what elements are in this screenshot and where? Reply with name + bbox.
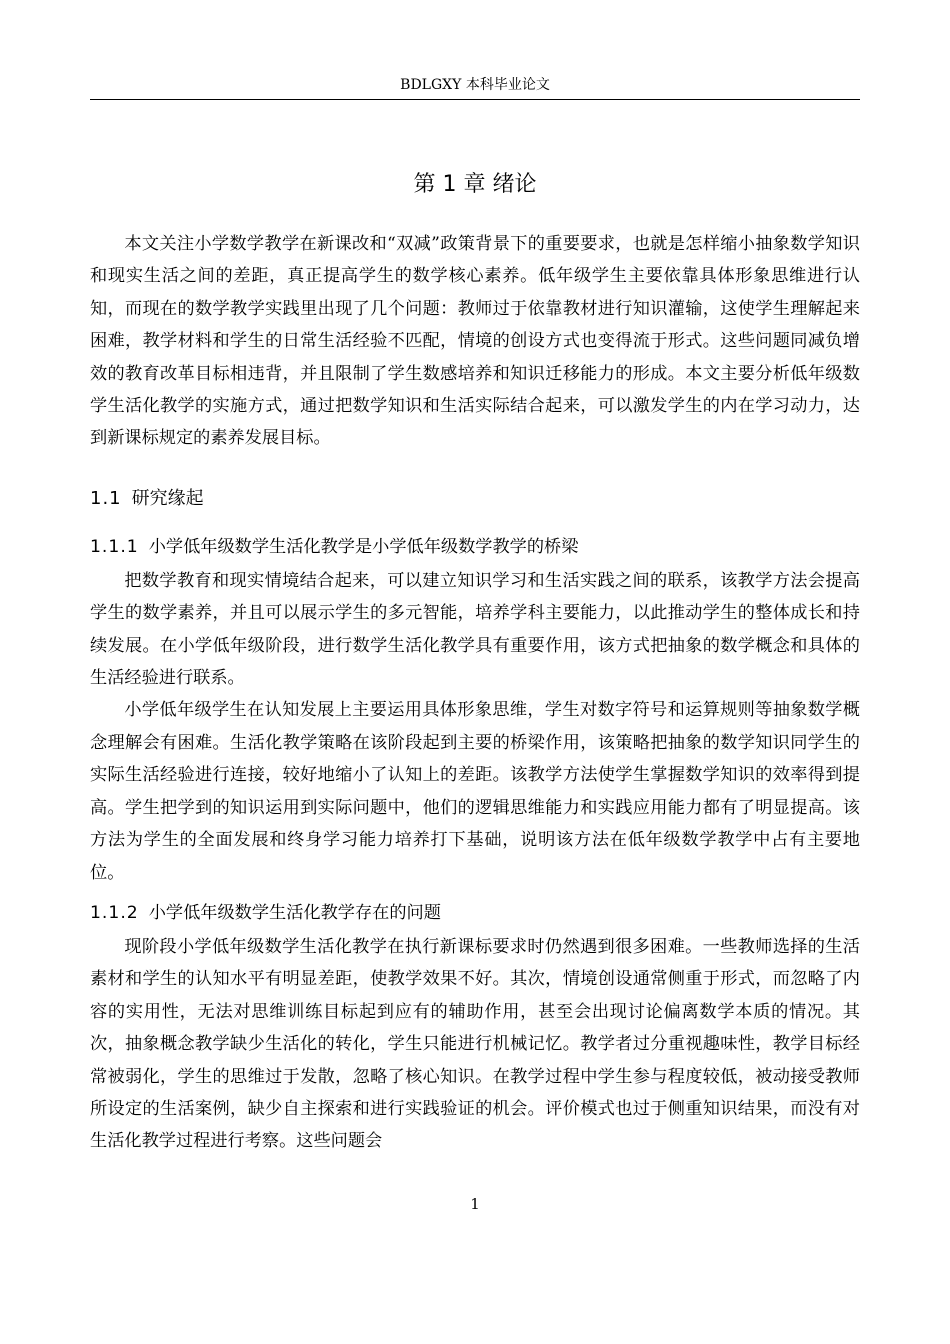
section-title: 小学低年级数学生活化教学是小学低年级数学教学的桥梁 [148, 536, 579, 557]
header-rule [90, 99, 860, 100]
section-number: 1.1 [90, 487, 122, 509]
paragraph: 现阶段小学低年级数学生活化教学在执行新课标要求时仍然遇到很多困难。一些教师选择的生活素材和学生的认知水平有明显差距，使教学效果不好。其次，情境创设通常侧重于形式，而忽略了内容的实用性，无法对思维训练目标起到应有的辅助作用，甚至会出现讨论偏离数学本质的情况。其次，抽象概念教学缺少生活化的转化，学生只能进行机械记忆。教学者过分重视趣味性，教学目标经常被弱化，学生的思维过于发散，忽略了核心知识。在教学过程中学生参与程度较低，被动接受教师所设定的生活案例，缺少自主探索和进行实践验证的机会。评价模式也过于侧重知识结果，而没有对生活化教学过程进行考察。这些问题会 [90, 936, 860, 1152]
section-heading-1-1 [90, 485, 860, 513]
section-heading-1-1-2 [90, 899, 860, 927]
paragraph: 把数学教育和现实情境结合起来，可以建立知识学习和生活实践之间的联系，该教学方法会提高学生的数学素养，并且可以展示学生的多元智能，培养学科主要能力，以此推动学生的整体成长和持续发展。在小学低年级阶段，进行数学生活化教学具有重要作用，该方式把抽象的数学概念和具体的生活经验进行联系。 [90, 570, 860, 689]
intro-paragraph: 本文关注小学数学教学在新课改和“双减”政策背景下的重要要求，也就是怎样缩小抽象数学知识和现实生活之间的差距，真正提高学生的数学核心素养。低年级学生主要依靠具体形象思维进行认知，而现在的数学教学实践里出现了几个问题：教师过于依靠教材进行知识灌输，这使学生理解起来困难，教学材料和学生的日常生活经验不匹配，情境的创设方式也变得流于形式。这些问题同减负增效的教育改革目标相违背，并且限制了学生数感培养和知识迁移能力的形成。本文主要分析低年级数学生活化教学的实施方式，通过把数学知识和生活实际结合起来，可以激发学生的内在学习动力，达到新课标规定的素养发展目标。 [90, 234, 860, 449]
chapter-title: 第 1 章 绪论 [413, 172, 537, 197]
running-header: BDLGXY 本科毕业论文 [400, 77, 550, 93]
paragraph: 小学低年级学生在认知发展上主要运用具体形象思维，学生对数字符号和运算规则等抽象数学概念理解会有困难。生活化教学策略在该阶段起到主要的桥梁作用，该策略把抽象的数学知识同学生的实际生活经验进行连接，较好地缩小了认知上的差距。该教学方法使学生掌握数学知识的效率得到提高。学生把学到的知识运用到实际问题中，他们的逻辑思维能力和实践应用能力都有了明显提高。该方法为学生的全面发展和终身学习能力培养打下基础，说明该方法在低年级数学教学中占有主要地位。 [90, 700, 860, 883]
section-heading-1-1-1 [90, 533, 860, 561]
section-title: 小学低年级数学生活化教学存在的问题 [148, 902, 441, 923]
section-number: 1.1.2 [90, 902, 139, 923]
section-number: 1.1.1 [90, 536, 139, 557]
body-text [90, 228, 860, 1158]
section-title: 研究缘起 [131, 487, 204, 509]
page-number: 1 [470, 1195, 480, 1213]
